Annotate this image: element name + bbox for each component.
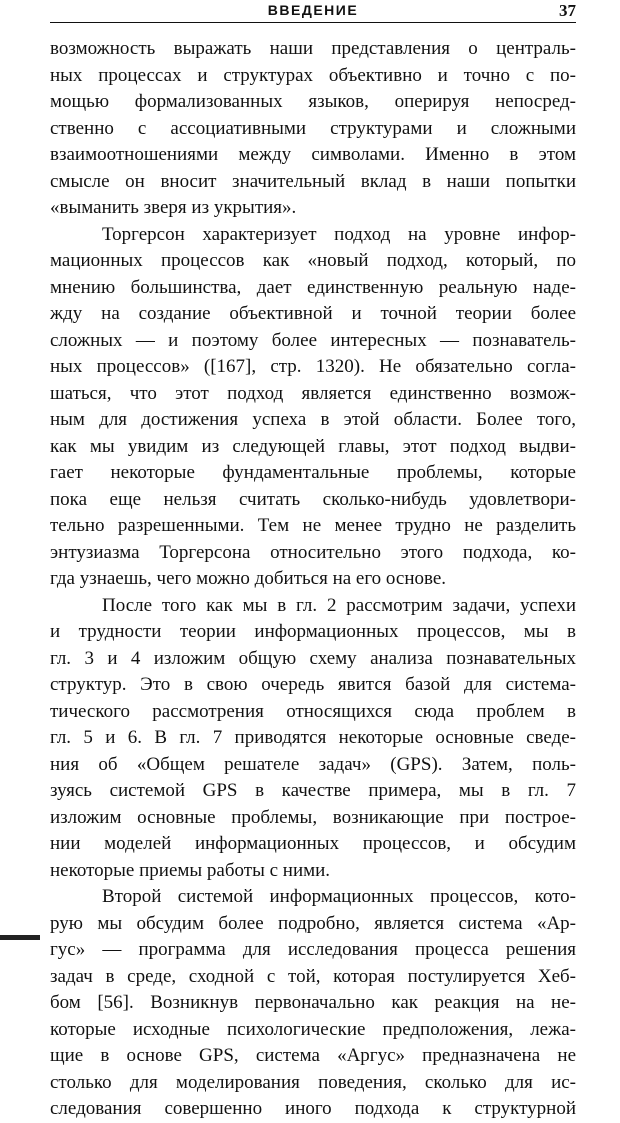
text-line: которые исходные психологические предположения, лежа- [50,1018,576,1040]
text-line: бом [56]. Возникнув первоначально как реакция на не- [50,992,576,1013]
text-line: тического рассмотрения относящихся сюда проблем в [50,700,576,722]
text-line: некоторые приемы работы с ними. [50,859,331,881]
text-line: ния об «Общем решателе задач» (GPS). Затем, поль- [50,753,576,775]
text-line: зуясь системой GPS в качестве примера, мы в гл. 7 [50,780,576,801]
text-line: задач в среде, сходной с той, которая постулируется Хеб- [50,965,576,987]
page-number: 37 [559,1,576,20]
paragraph-4 [50,884,576,1123]
text-line: взаимоотношениями между символами. Именно в этом [50,144,576,165]
text-line: гает некоторые фундаментальные проблемы, которые [50,462,576,483]
text-line: жду на создание объективной и точной теории более [50,303,576,324]
text-line: как мы увидим из следующей главы, этот подход выдви- [50,435,576,457]
text-line: Торгерсон характеризует подход на уровне инфор- [102,223,576,245]
text-line: рую мы обсудим более подробно, является система «Ар- [50,912,576,934]
paragraph-3 [50,593,576,885]
text-line: тельно разрешенными. Тем не менее трудно не разделить [50,515,576,536]
paragraph-2 [50,222,576,593]
running-head: ВВЕДЕНИЕ [267,2,359,18]
text-line: гл. 5 и 6. В гл. 7 приводятся некоторые основные сведе- [50,727,576,748]
text-line: возможность выражать наши представления о централь- [50,38,576,59]
text-line: гда узнаешь, чего можно добиться на его основе. [50,568,447,589]
text-line: и трудности теории информационных процессов, мы в [50,621,576,642]
text-line: ным для достижения успеха в этой области. Более того, [50,409,576,430]
text-line: смысле он вносит значительный вклад в наши попытки [50,170,576,192]
body-text [50,36,576,1123]
scan-edge-mark [0,935,40,940]
text-line: Второй системой информационных процессов, кото- [102,886,576,907]
text-line: шаться, что этот подход является единственно возмож- [50,382,576,404]
text-line: мационных процессов как «новый подход, который, по [50,250,576,271]
text-line: мощью формализованных языков, оперируя непосред- [50,91,576,112]
text-line: ственно с ассоциативными структурами и сложными [50,117,576,139]
text-line: следования совершенно иного подхода к структурной [50,1098,576,1119]
text-line: После того как мы в гл. 2 рассмотрим задачи, успехи [102,594,576,616]
text-line: гус» — программа для исследования процесса решения [50,939,576,960]
text-line: изложим основные проблемы, возникающие при построе- [50,806,576,828]
text-line: гл. 3 и 4 изложим общую схему анализа познавательных [50,647,576,669]
text-line: энтузиазма Торгерсона относительно этого подхода, ко- [50,541,576,563]
text-line: мнению большинства, дает единственную реальную наде- [50,276,576,298]
text-line: «выманить зверя из укрытия». [50,197,297,218]
text-line: ных процессов» ([167], стр. 1320). Не обязательно согла- [50,356,576,377]
text-line: пока еще нельзя считать сколько-нибудь удовлетвори- [50,488,576,510]
page-header [50,2,576,22]
text-line: столько для моделирования поведения, сколько для ис- [50,1071,576,1093]
text-line: сложных — и поэтому более интересных — познаватель- [50,329,576,351]
text-line: ных процессах и структурах объективно и точно с по- [50,64,576,86]
paragraph-1 [50,36,576,222]
text-line: структур. Это в свою очередь явится базой для система- [50,674,576,695]
header-rule [50,22,576,23]
text-line: нии моделей информационных процессов, и обсудим [50,833,576,854]
text-line: щие в основе GPS, система «Аргус» предназначена не [50,1045,576,1066]
